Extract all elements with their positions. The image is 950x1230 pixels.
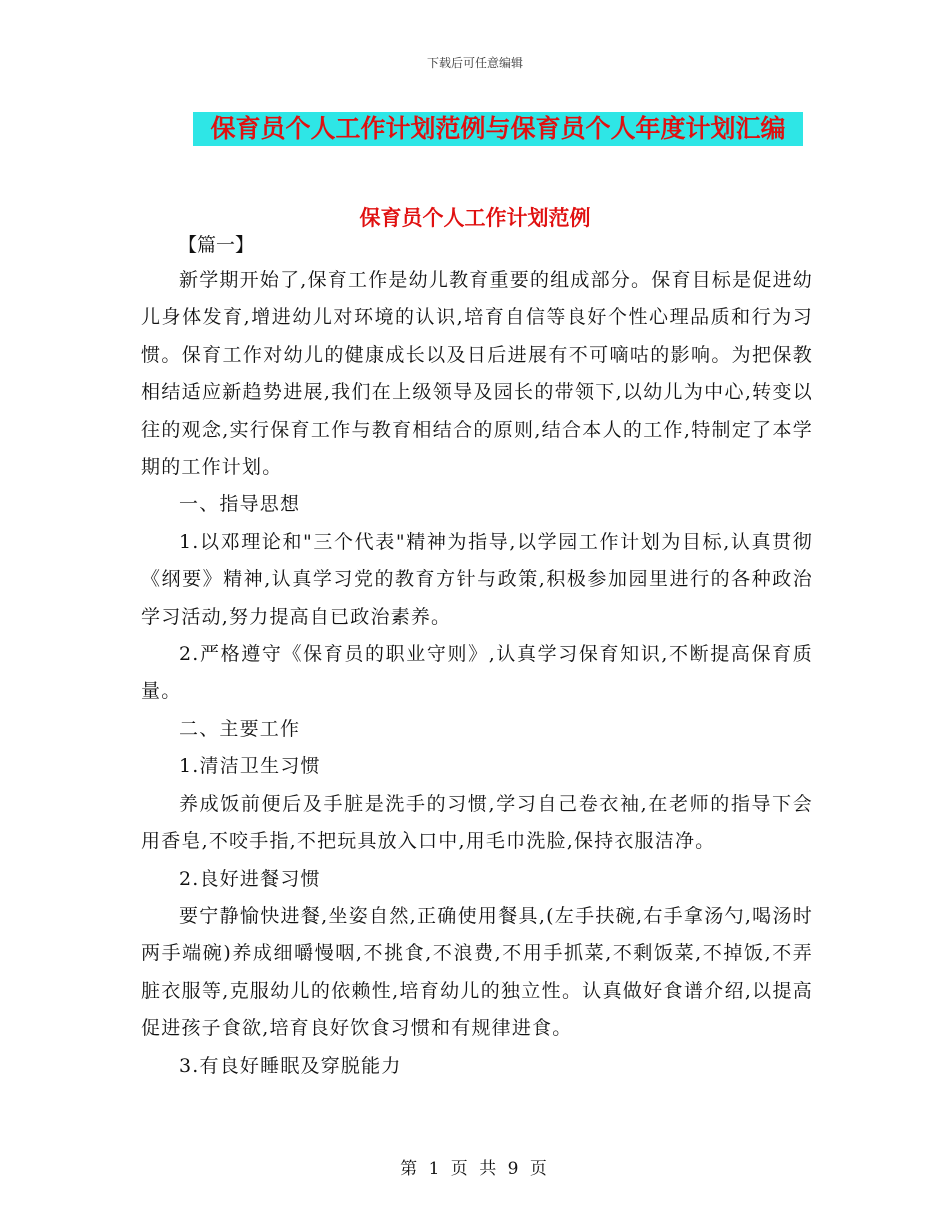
paragraph-eating: 要宁静愉快进餐,坐姿自然,正确使用餐具,(左手扶碗,右手拿汤勺,喝汤时两手端碗)养成细嚼慢咽,不挑食,不浪费,不用手抓菜,不剩饭菜,不掉饭,不弄脏衣服等,克服幼儿的依赖性,培育幼儿的独立性。认真做好食谱介绍,以提高促进孩子食欲,培育良好饮食习惯和有规律进食。 (141, 904, 813, 1040)
heading-guiding-ideology: 一、指导思想 (179, 493, 301, 516)
part-label: 【篇一】 (178, 234, 255, 256)
subheading-hygiene: 1.清洁卫生习惯 (179, 755, 321, 778)
section-title: 保育员个人工作计划范例 (359, 206, 591, 230)
paragraph-hygiene: 养成饭前便后及手脏是洗手的习惯,学习自己卷衣袖,在老师的指导下会用香皂,不咬手指,不把玩具放入口中,用毛巾洗脸,保持衣服洁净。 (141, 792, 813, 853)
paragraph-item-1: 1.以邓理论和"三个代表"精神为指导,以学园工作计划为目标,认真贯彻《纲要》精神,认真学习党的教育方针与政策,积极参加园里进行的各种政治学习活动,努力提高自已政治素养。 (141, 530, 813, 628)
subheading-sleep: 3.有良好睡眠及穿脱能力 (179, 1054, 402, 1077)
heading-main-work: 二、主要工作 (179, 717, 301, 740)
paragraph-item-2: 2.严格遵守《保育员的职业守则》,认真学习保育知识,不断提高保育质量。 (141, 643, 813, 703)
body-text (141, 262, 813, 1085)
document-title: 保育员个人工作计划范例与保育员个人年度计划汇编 (193, 112, 803, 146)
paragraph-intro: 新学期开始了,保育工作是幼儿教育重要的组成部分。保育目标是促进幼儿身体发育,增进幼儿对环境的认识,培育自信等良好个性心理品质和行为习惯。保育工作对幼儿的健康成长以及日后进展有不可嘀咕的影响。为把保教相结适应新趋势进展,我们在上级领导及园长的带领下,以幼儿为中心,转变以往的观念,实行保育工作与教育相结合的原则,结合本人的工作,特制定了本学期的工作计划。 (141, 269, 813, 479)
subheading-eating: 2.良好进餐习惯 (179, 867, 321, 890)
header-note: 下载后可任意编辑 (426, 56, 523, 70)
page-footer: 第 1 页 共 9 页 (400, 1159, 550, 1179)
